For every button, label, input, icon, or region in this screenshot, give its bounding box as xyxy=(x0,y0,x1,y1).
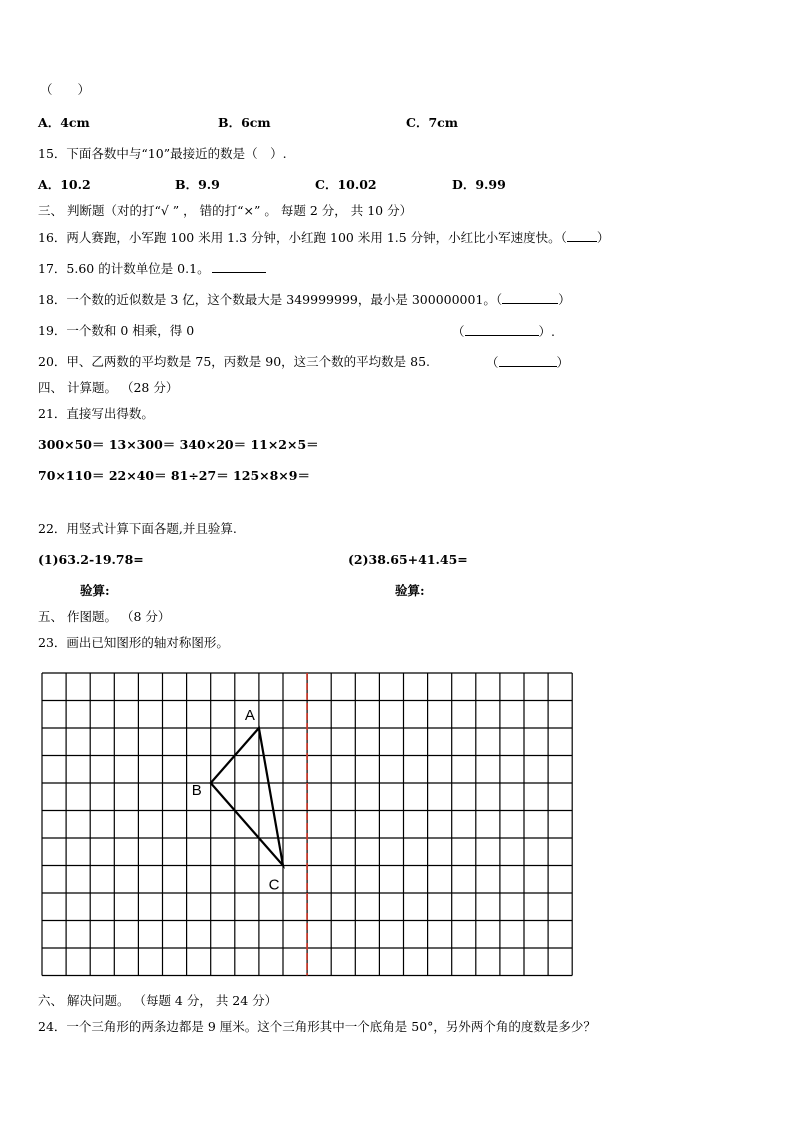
q14-option-c: C．7cm xyxy=(406,115,458,130)
q17-text: 17．5.60 的计数单位是 0.1。 xyxy=(38,261,210,276)
q22-check-1: 验算: xyxy=(80,583,110,598)
vertex-label-c: C xyxy=(268,876,280,894)
vertex-label-a: A xyxy=(244,707,255,724)
triangle-abc xyxy=(211,728,283,866)
q21-row-1: 300×50＝ 13×300＝ 340×20＝ 11×2×5＝ xyxy=(38,437,319,452)
q22-check-2: 验算: xyxy=(395,583,425,598)
q18-text: 18．一个数的近似数是 3 亿，这个数最大是 349999999，最小是 300000001。（ xyxy=(38,292,503,307)
q15-option-c: C．10.02 xyxy=(315,177,377,192)
q23-stem: 23．画出已知图形的轴对称图形。 xyxy=(38,635,229,650)
q22-stem: 22．用竖式计算下面各题,并且验算. xyxy=(38,521,237,536)
q15-option-a: A．10.2 xyxy=(38,177,91,192)
q20-close: ） xyxy=(556,355,570,370)
section6-title: 六、 解决问题。 （每题 4 分， 共 24 分） xyxy=(38,993,278,1008)
q19-open: （ xyxy=(452,324,465,339)
q15-option-d: D．9.99 xyxy=(452,177,506,192)
section4-title: 四、 计算题。 （28 分） xyxy=(38,380,179,395)
section5-title: 五、 作图题。 （8 分） xyxy=(38,609,171,624)
q15-option-b: B．9.9 xyxy=(175,177,220,192)
q19-close: ）. xyxy=(538,324,555,339)
vertex-label-b: B xyxy=(191,782,202,799)
q14-answer-blank: （ ） xyxy=(40,82,91,97)
q20-open: （ xyxy=(486,355,499,370)
q14-option-a: A．4cm xyxy=(38,115,90,130)
q24-text: 24．一个三角形的两条边都是 9 厘米。这个三角形其中一个底角是 50°，另外两个角的度数是多少？ xyxy=(38,1019,596,1034)
q16-close: ） xyxy=(596,230,610,245)
q22-problem-1: (1)63.2-19.78= xyxy=(38,552,144,567)
section3-title: 三、 判断题（对的打“√ ” ， 错的打“×” 。 每题 2 分， 共 10 分） xyxy=(38,203,413,218)
q18-close: ） xyxy=(558,292,571,307)
q22-problem-2: (2)38.65+41.45= xyxy=(348,552,468,567)
q21-stem: 21．直接写出得数。 xyxy=(38,406,154,421)
q16-text: 16．两人赛跑，小军跑 100 米用 1.3 分钟，小红跑 100 米用 1.5 分钟，小红比小军速度快。（ xyxy=(38,230,567,245)
q20-text: 20．甲、乙两数的平均数是 75，丙数是 90，这三个数的平均数是 85. xyxy=(38,354,431,369)
q15-stem: 15．下面各数中与“10”最接近的数是（ ）. xyxy=(38,146,287,161)
q21-row-2: 70×110＝ 22×40＝ 81÷27＝ 125×8×9＝ xyxy=(38,468,310,483)
q19-text: 19．一个数和 0 相乘，得 0 xyxy=(38,323,195,338)
q14-option-b: B．6cm xyxy=(218,115,271,130)
